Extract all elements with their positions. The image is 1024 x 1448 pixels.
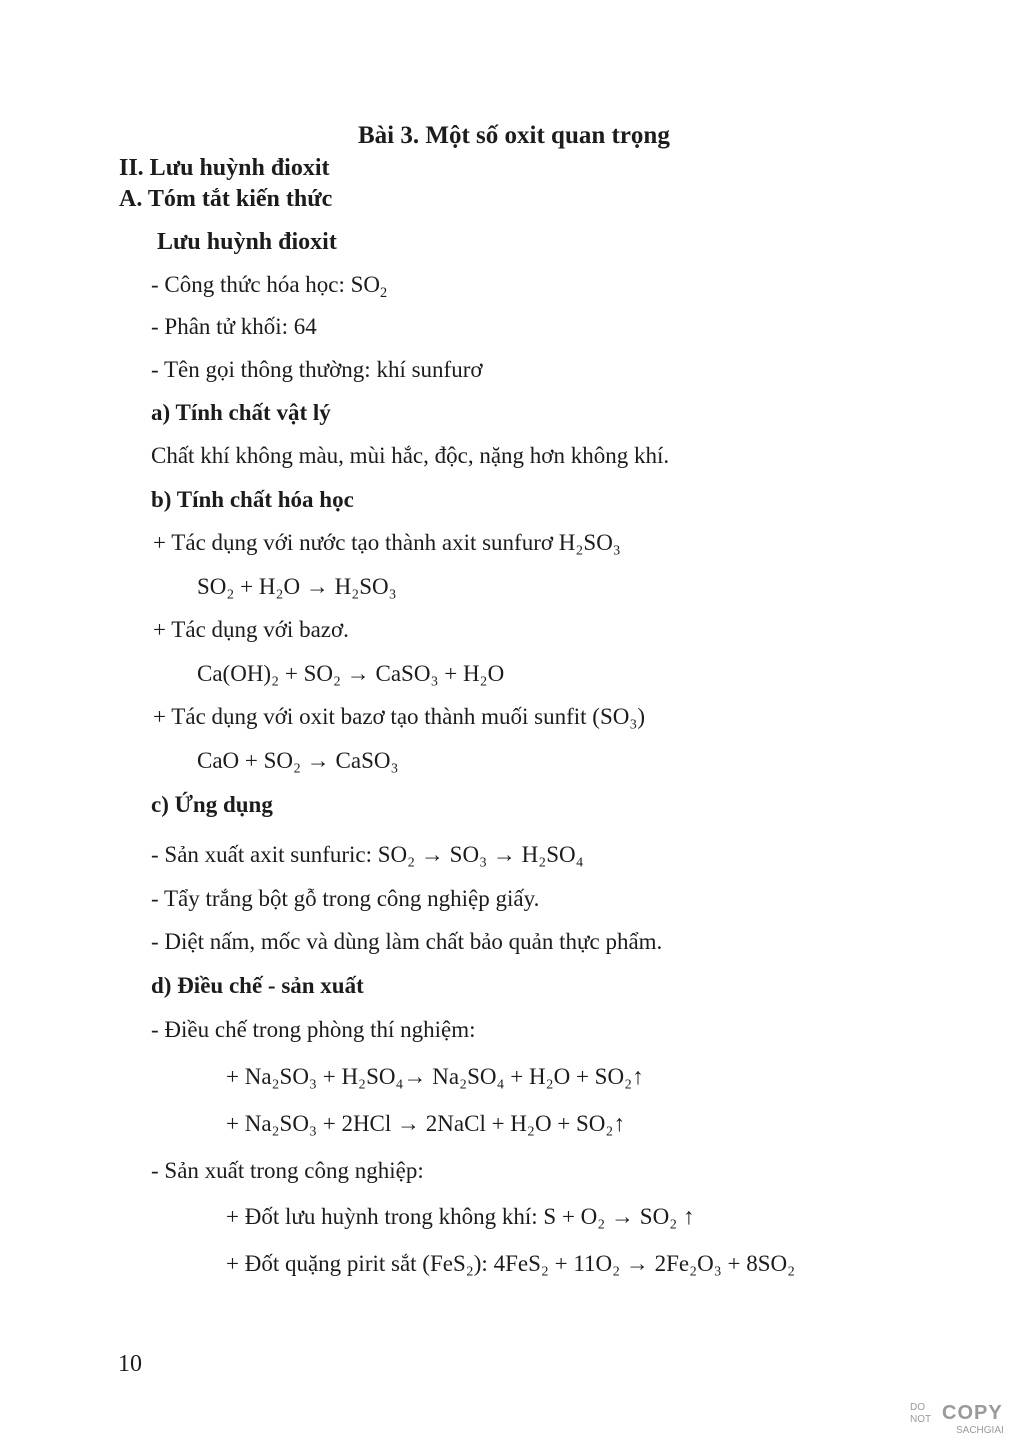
industry-production-label: - Sản xuất trong công nghiệp: — [151, 1158, 424, 1183]
stamp-copy: COPY — [942, 1402, 1003, 1424]
uses-item-bleaching: - Tẩy trắng bột gỗ trong công nghiệp giấy. — [151, 886, 540, 911]
uses-item-preservation: - Diệt nấm, mốc và dùng làm chất bảo quản thực phẩm. — [151, 929, 663, 954]
page-number: 10 — [118, 1351, 142, 1377]
lab-equation-2: + Na₂SO₃ + 2HCl → 2NaCl + H₂O + SO₂↑ — [226, 1111, 625, 1136]
production-heading: d) Điều chế - sản xuất — [151, 973, 364, 998]
common-name-line: - Tên gọi thông thường: khí sunfurơ — [151, 357, 483, 382]
lab-equation-1: + Na₂SO₃ + H₂SO₄→ Na₂SO₄ + H₂O + SO₂↑ — [226, 1064, 644, 1089]
formula-line — [151, 271, 387, 299]
uses-item-sulfuric-acid: - Sản xuất axit sunfuric: SO₂ → SO₃ → H₂SO₄ — [151, 842, 584, 867]
industry-equation-2: + Đốt quặng pirit sắt (FeS₂): 4FeS₂ + 11O₂ → 2Fe₂O₃ + 8SO₂ — [226, 1251, 796, 1276]
molar-mass-line: - Phân tử khối: 64 — [151, 314, 317, 339]
water-equation: SO₂ + H₂O → H₂SO₃ — [197, 574, 397, 599]
section-heading: II. Lưu huỳnh đioxit — [119, 155, 330, 181]
lab-preparation-label: - Điều chế trong phòng thí nghiệm: — [151, 1017, 476, 1042]
oxide-equation: CaO + SO₂ → CaSO₃ — [197, 748, 399, 773]
chemical-heading: b) Tính chất hóa học — [151, 487, 354, 512]
oxide-reaction-bullet: + Tác dụng với oxit bazơ tạo thành muối sunfit (SO₃) — [153, 704, 646, 729]
page-title: Bài 3. Một số oxit quan trọng — [358, 122, 670, 149]
physical-heading: a) Tính chất vật lý — [151, 400, 331, 425]
subsection-heading: A. Tóm tắt kiến thức — [119, 186, 333, 212]
physical-text: Chất khí không màu, mùi hắc, độc, nặng hơn không khí. — [151, 443, 670, 468]
stamp-do: DO — [910, 1402, 925, 1413]
industry-equation-1: + Đốt lưu huỳnh trong không khí: S + O₂ → SO₂ ↑ — [226, 1204, 695, 1229]
do-not-copy-stamp — [908, 1400, 1008, 1440]
formula-text: - Công thức hóa học: SO — [151, 272, 381, 297]
stamp-brand: SACHGIAI — [956, 1425, 1004, 1436]
topic-heading: Lưu huỳnh đioxit — [157, 229, 337, 255]
stamp-not: NOT — [910, 1414, 932, 1425]
formula-subscript: 2 — [380, 284, 388, 301]
base-reaction-bullet: + Tác dụng với bazơ. — [153, 617, 349, 642]
water-reaction-bullet: + Tác dụng với nước tạo thành axit sunfurơ H₂SO₃ — [153, 530, 621, 555]
base-equation: Ca(OH)₂ + SO₂ → CaSO₃ + H₂O — [197, 661, 505, 686]
uses-heading: c) Ứng dụng — [151, 792, 273, 817]
